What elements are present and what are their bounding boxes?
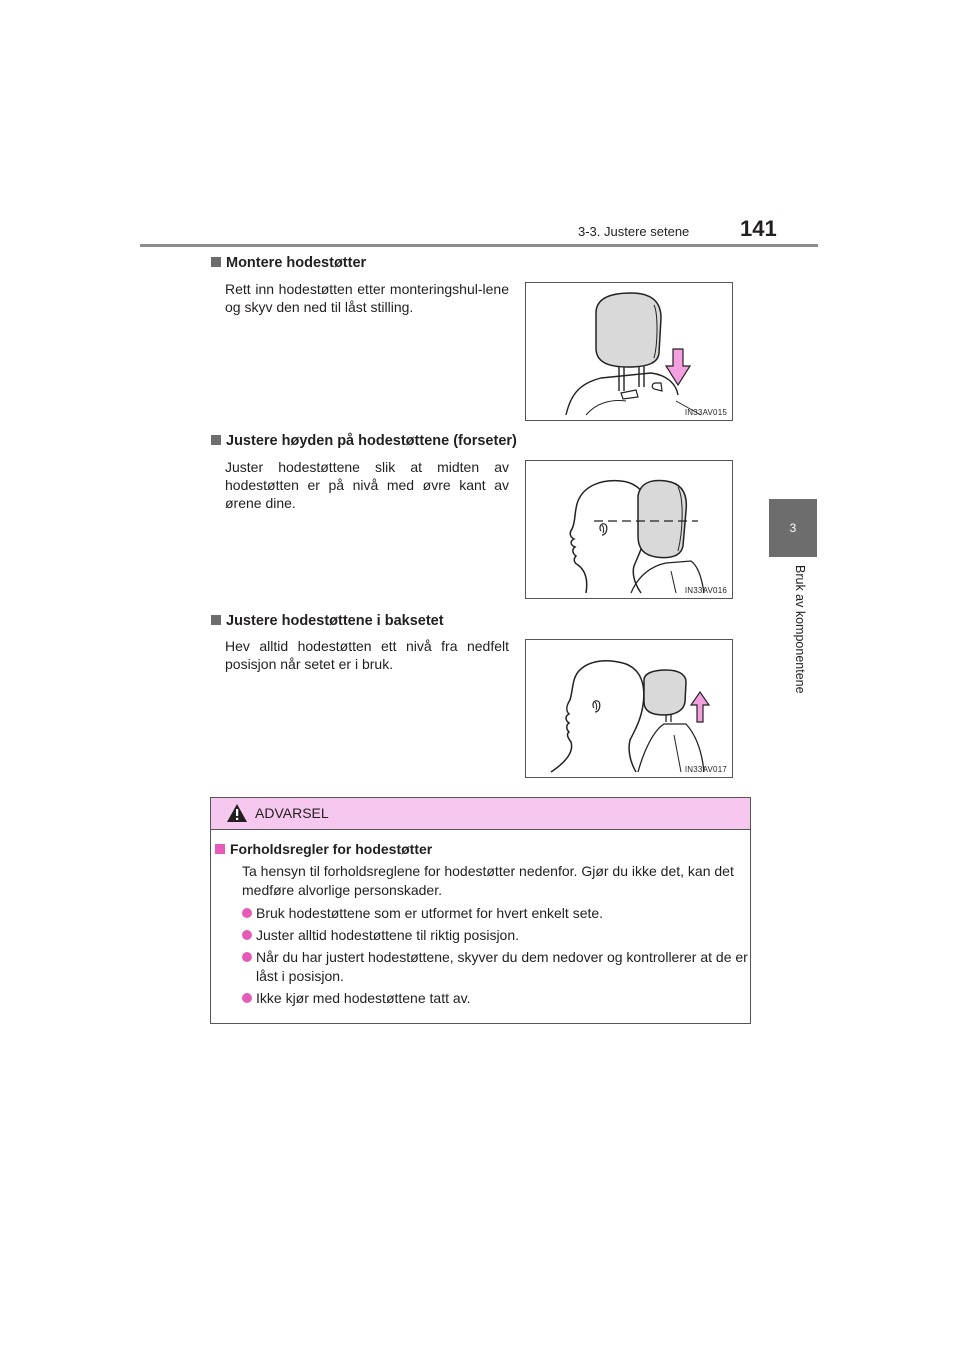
section-title-3-text: Justere hodestøttene i baksetet: [226, 613, 444, 629]
chapter-label: Bruk av komponentene: [793, 565, 807, 694]
chapter-tab: [769, 499, 817, 557]
figure-rear-headrest: [525, 639, 733, 778]
warning-item: [242, 989, 762, 1008]
figure-headrest-install: [525, 282, 733, 421]
section-title-2: [211, 433, 517, 449]
warning-item-text: Bruk hodestøttene som er utformet for hvert enkelt sete.: [256, 905, 604, 921]
section-title-1: [211, 255, 366, 271]
warning-triangle-icon: [226, 803, 248, 823]
section-title-1-text: Montere hodestøtter: [226, 255, 367, 271]
headrest-height-illustration: [526, 461, 732, 598]
warning-intro: Ta hensyn til forholdsreglene for hodestøtter nedenfor. Gjør du ikke det, kan det medføre alvorlige personskader.: [242, 863, 734, 898]
warning-item: [242, 948, 762, 986]
square-bullet-icon: [215, 844, 225, 854]
square-bullet-icon: [211, 615, 221, 625]
warning-title: ADVARSEL: [255, 805, 329, 821]
section-title-2-text: Justere høyden på hodestøttene (forseter): [226, 433, 517, 449]
page-number: 141: [740, 216, 777, 241]
chapter-number: 3: [789, 521, 797, 535]
section-text-2: Juster hodestøttene slik at midten av hodestøtten er på nivå med øvre kant av ørene dine.: [225, 459, 509, 511]
figure-headrest-height: [525, 460, 733, 599]
section-title-3: [211, 613, 444, 629]
warning-item-text: Ikke kjør med hodestøttene tatt av.: [256, 990, 471, 1006]
warning-heading: [215, 841, 432, 857]
square-bullet-icon: [211, 257, 221, 267]
square-bullet-icon: [211, 435, 221, 445]
section-text-1: Rett inn hodestøtten etter monteringshul-lene og skyv den ned til låst stilling.: [225, 281, 509, 315]
figure-label-3: IN33AV017: [684, 765, 727, 774]
rear-headrest-illustration: [526, 640, 732, 777]
warning-item: [242, 926, 762, 945]
bullet-dot-icon: [242, 993, 252, 1003]
header-rule: [140, 244, 818, 247]
warning-heading-text: Forholdsregler for hodestøtter: [230, 841, 433, 857]
headrest-install-illustration: [526, 283, 732, 420]
header-section-title: 3-3. Justere setene: [578, 224, 690, 239]
warning-item-text: Når du har justert hodestøttene, skyver du dem nedover og kontrollerer at de er låst i posisjon.: [256, 949, 748, 984]
bullet-dot-icon: [242, 930, 252, 940]
warning-header: [211, 798, 750, 830]
figure-label-2: IN33AV016: [684, 586, 727, 595]
bullet-dot-icon: [242, 952, 252, 962]
section-text-3: Hev alltid hodestøtten ett nivå fra nedfelt posisjon når setet er i bruk.: [225, 638, 509, 672]
warning-box: [210, 797, 751, 1024]
figure-label-1: IN33AV015: [684, 408, 727, 417]
warning-item: [242, 904, 762, 923]
warning-item-text: Juster alltid hodestøttene til riktig posisjon.: [256, 927, 520, 943]
bullet-dot-icon: [242, 908, 252, 918]
